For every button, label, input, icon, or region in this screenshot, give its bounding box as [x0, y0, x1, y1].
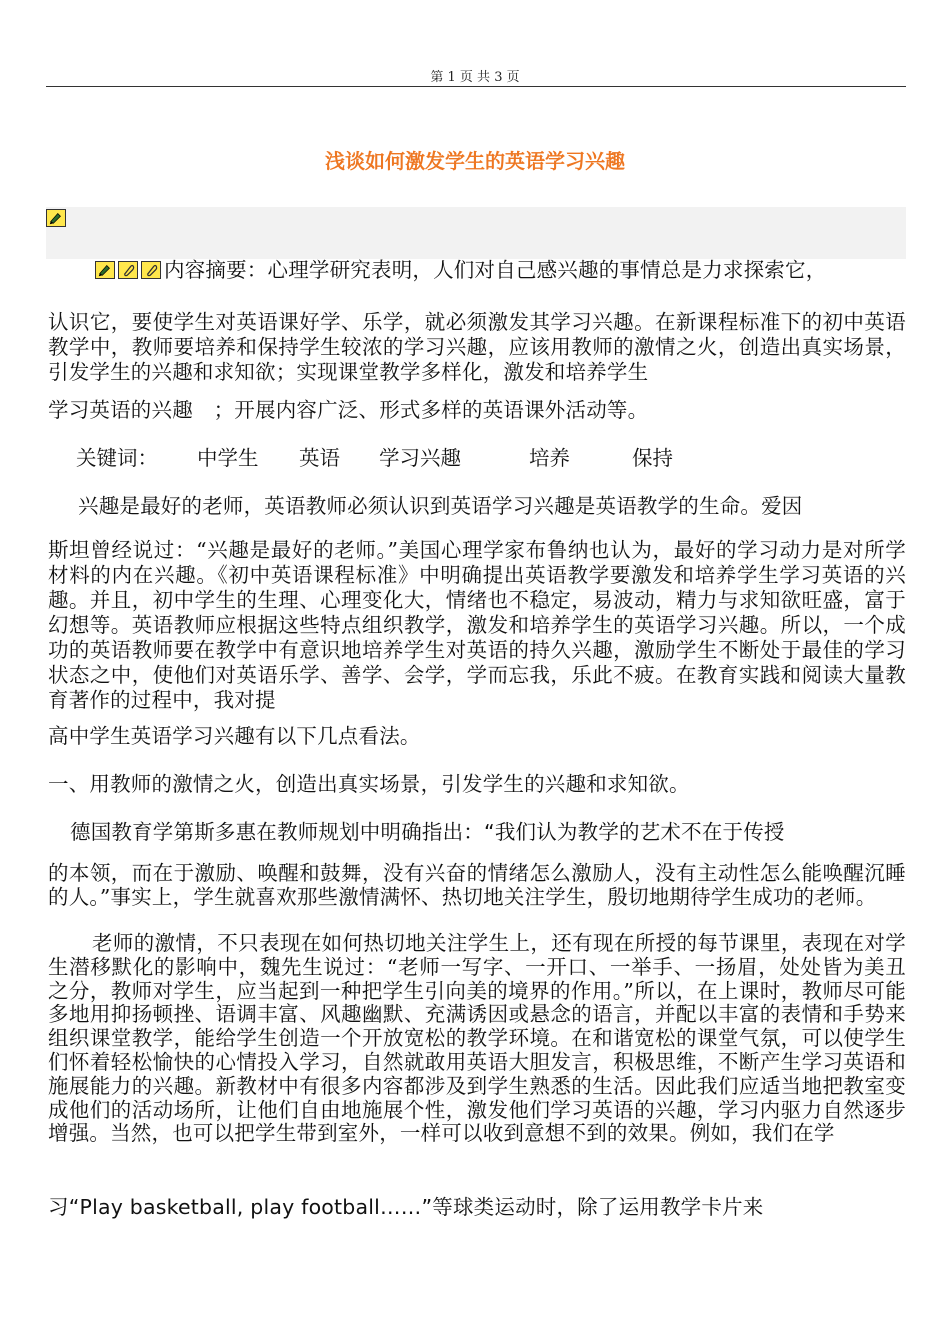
paragraph-1-last-line: 高中学生英语学习兴趣有以下几点看法。 [48, 724, 421, 748]
paragraph-3-last-line: 习“Play basketball, play football……”等球类运动时，除了运用教学卡片来 [48, 1195, 764, 1219]
abstract-line-1: 内容摘要：心理学研究表明，人们对自己感兴趣的事情总是力求探索它， [164, 258, 827, 282]
abstract-last-line: 学习英语的兴趣 ；开展内容广泛、形式多样的英语课外活动等。 [48, 398, 649, 422]
paragraph-1: 斯坦曾经说过：“兴趣是最好的老师。”美国心理学家布鲁纳也认为，最好的学习动力是对所学材料的内在兴趣。《初中英语课程标准》中明确提出英语教学要激发和培养学生学习英语的兴趣。并且，初中学生的生理、心理变化大，情绪也不稳定，易波动，精力与求知欲旺盛，富于幻想等。英语教师应根据这些特点组织教学，激发和培养学生的英语学习兴趣。所以，一个成功的英语教师要在教学中有意识地培养学生对英语的持久兴趣，激励学生不断处于最佳的学习状态之中，使他们对英语乐学、善学、会学，学而忘我，乐此不疲。在教育实践和阅读大量教育著作的过程中，我对提 [48, 538, 906, 712]
keyword-item: 学习兴趣 [379, 446, 461, 470]
abstract-paragraph: 认识它，要使学生对英语课好学、乐学，就必须激发其学习兴趣。在新课程标准下的初中英语教学中，教师要培养和保持学生较浓的学习兴趣，应该用教师的激情之火，创造出真实场景，引发学生的兴趣和求知欲；实现课堂教学多样化，激发和培养学生 [48, 310, 906, 384]
keywords-label: 关键词： [76, 446, 158, 470]
keyword-item: 中学生 [197, 446, 259, 470]
clip-icon [118, 261, 138, 279]
paragraph-3: 老师的激情，不只表现在如何热切地关注学生上，还有现在所授的每节课里，表现在对学生潜移默化的影响中，魏先生说过：“老师一写字、一开口、一举手、一扬眉，处处皆为美丑之分，教师对学生，应当起到一种把学生引向美的境界的作用。”所以，在上课时，教师尽可能多地用抑扬顿挫、语调丰富、风趣幽默、充满诱因或悬念的语言，并配以丰富的表情和手势来组织课堂教学，能给学生创造一个开放宽松的教学环境。在和谐宽松的课堂气氛，可以使学生们怀着轻松愉快的心情投入学习，自然就敢用英语大胆发言，积极思维，不断产生学习英语和施展能力的兴趣。新教材中有很多内容都涉及到学生熟悉的生活。因此我们应适当地把教室变成他们的活动场所，让他们自由地施展个性，激发他们学习英语的兴趣，学习内驱力自然逐步增强。当然，也可以把学生带到室外，一样可以收到意想不到的效果。例如，我们在学 [48, 931, 906, 1146]
keyword-item: 保持 [632, 446, 673, 470]
clip-icon [141, 261, 161, 279]
header-divider [46, 86, 906, 87]
shaded-band [46, 207, 906, 259]
section-heading-1: 一、用教师的激情之火，创造出真实场景，引发学生的兴趣和求知欲。 [48, 772, 690, 796]
keyword-item: 培养 [529, 446, 570, 470]
keyword-item: 英语 [299, 446, 340, 470]
paragraph-2-first-line: 德国教育学第斯多惠在教师规划中明确指出：“我们认为教学的艺术不在于传授 [70, 820, 785, 844]
page-header: 第 1 页 共 3 页 [430, 70, 520, 85]
pencil-icon [46, 209, 66, 227]
paragraph-1-first-line: 兴趣是最好的老师，英语教师必须认识到英语学习兴趣是英语教学的生命。爱因 [78, 494, 803, 518]
pencil-icon [95, 261, 115, 279]
paragraph-2: 的本领，而在于激励、唤醒和鼓舞，没有兴奋的情绪怎么激励人，没有主动性怎么能唤醒沉睡的人。”事实上，学生就喜欢那些激情满怀、热切地关注学生，殷切地期待学生成功的老师。 [48, 861, 906, 909]
document-title: 浅谈如何激发学生的英语学习兴趣 [325, 149, 625, 173]
